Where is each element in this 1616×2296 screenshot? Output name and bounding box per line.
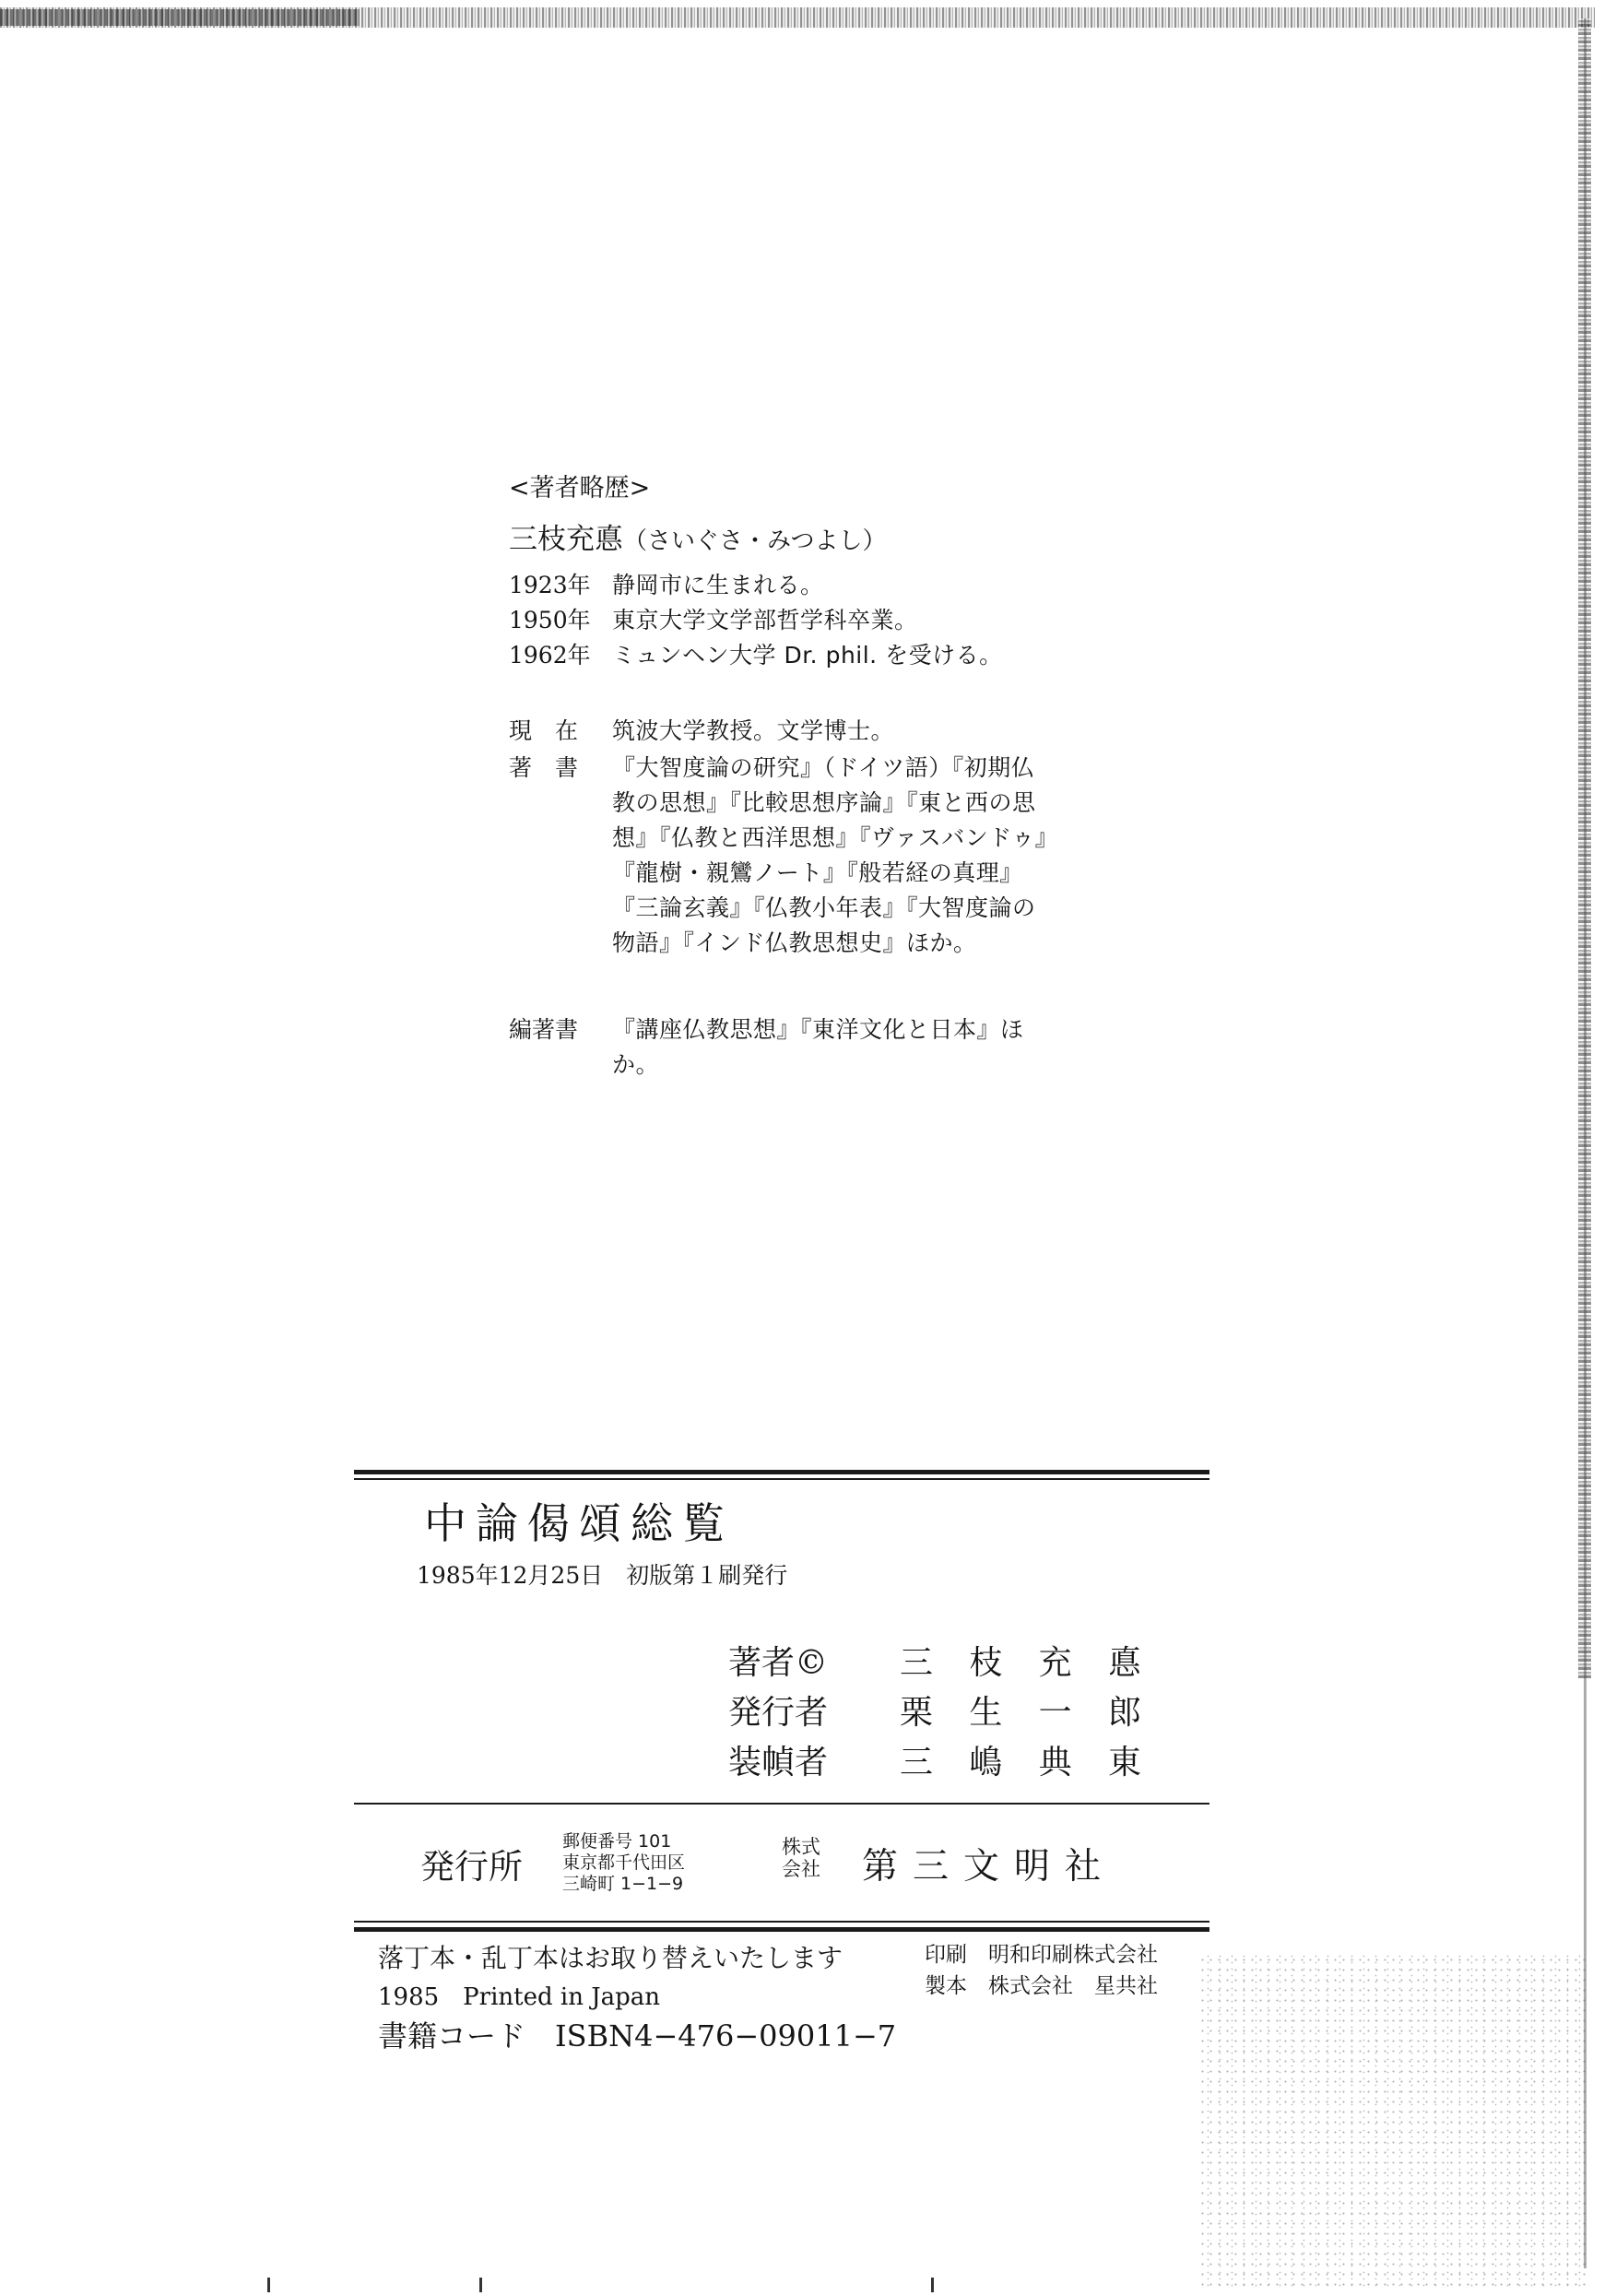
publisher-label: 発行所 (420, 1847, 523, 1887)
author-name-kanji: 三枝充悳 (509, 523, 623, 556)
author-name-reading: （さいぐさ・みつよし） (623, 527, 887, 555)
bio-entry-label: 1962年 (509, 642, 591, 669)
bio-entry-text: 東京大学文学部哲学科卒業。 (612, 607, 918, 633)
address-line: 三崎町 1−1−9 (562, 1874, 684, 1894)
corporate-mark-line: 株式 (782, 1836, 820, 1858)
bio-entry-text: 静岡市に生まれる。 (612, 572, 824, 598)
scan-tick (479, 2278, 482, 2292)
address-line: 東京都千代田区 (562, 1852, 686, 1873)
colophon-top-rule (354, 1470, 1209, 1474)
name-char: 東 (1107, 1744, 1141, 1781)
colophon-middle-rule (354, 1803, 1209, 1805)
issuer-role-name (900, 1691, 1141, 1735)
scan-edge-right-line (1584, 18, 1587, 2268)
bio-entry-label: 編著書 (509, 1016, 579, 1043)
binder-credit: 製本 株式会社 星共社 (925, 1974, 1158, 1998)
bio-entry-label: 現 在 (509, 717, 579, 744)
scan-tick (931, 2278, 934, 2292)
isbn-code: 書籍コード ISBN4−476−09011−7 (378, 2018, 897, 2053)
author-role-name (900, 1641, 1141, 1686)
edition-line: 1985年12月25日 初版第１刷発行 (417, 1562, 788, 1589)
name-char: 三 (900, 1744, 934, 1781)
colophon-bottom-rule (354, 1921, 1209, 1923)
author-role-label: 著者© (728, 1644, 829, 1682)
replacement-notice: 落丁本・乱丁本はお取り替えいたします (378, 1943, 843, 1973)
name-char: 一 (1038, 1694, 1072, 1732)
bio-entry-text: 筑波大学教授。文学博士。 (612, 717, 895, 744)
bio-entry-label: 1923年 (509, 572, 591, 598)
printer-credit: 印刷 明和印刷株式会社 (925, 1943, 1158, 1967)
name-char: 栗 (900, 1694, 934, 1732)
designer-role-label: 装幀者 (728, 1744, 829, 1781)
name-char: 郎 (1107, 1694, 1141, 1732)
designer-role-name (900, 1741, 1141, 1785)
publisher-address (562, 1831, 685, 1895)
scan-noise (1198, 1955, 1586, 2287)
name-char: 枝 (969, 1644, 1003, 1682)
bio-entry-label: 著 書 (509, 754, 579, 781)
colophon-top-rule-thin (354, 1478, 1209, 1480)
scan-edge-top-dark (0, 9, 360, 26)
name-char: 充 (1038, 1644, 1072, 1682)
name-char: 生 (969, 1694, 1003, 1732)
address-line: 郵便番号 101 (562, 1831, 672, 1852)
name-char: 三 (900, 1644, 934, 1682)
book-title: 中論偈頌総覧 (424, 1498, 734, 1548)
bio-entry-label: 1950年 (509, 607, 591, 633)
name-char: 悳 (1107, 1644, 1141, 1682)
bio-entry-text: ミュンヘン大学 Dr. phil. を受ける。 (612, 642, 1003, 669)
author-name (509, 520, 886, 561)
bio-entry-text: 『大智度論の研究』（ドイツ語）『初期仏教の思想』『比較思想序論』『東と西の思想』『仏教と西洋思想』『ヴァスバンドゥ』『龍樹・親鸞ノート』『般若経の真理』『三論玄義』『仏教小年表』『大智度論の物語』『インド仏教思想史』ほか。 (612, 754, 1047, 956)
corporate-mark-line: 会社 (782, 1858, 820, 1880)
name-char: 典 (1038, 1744, 1072, 1781)
corporate-mark (782, 1836, 820, 1880)
printed-in-japan: 1985 Printed in Japan (378, 1983, 661, 2011)
colophon-bottom-rule-thick (354, 1927, 1209, 1932)
scan-tick (267, 2278, 270, 2292)
publisher-name: 第三文明社 (862, 1846, 1116, 1888)
bio-heading: <著者略歴> (509, 474, 651, 503)
name-char: 嶋 (969, 1744, 1003, 1781)
bio-entry-text: 『講座仏教思想』『東洋文化と日本』ほか。 (612, 1016, 1024, 1078)
issuer-role-label: 発行者 (728, 1694, 829, 1732)
